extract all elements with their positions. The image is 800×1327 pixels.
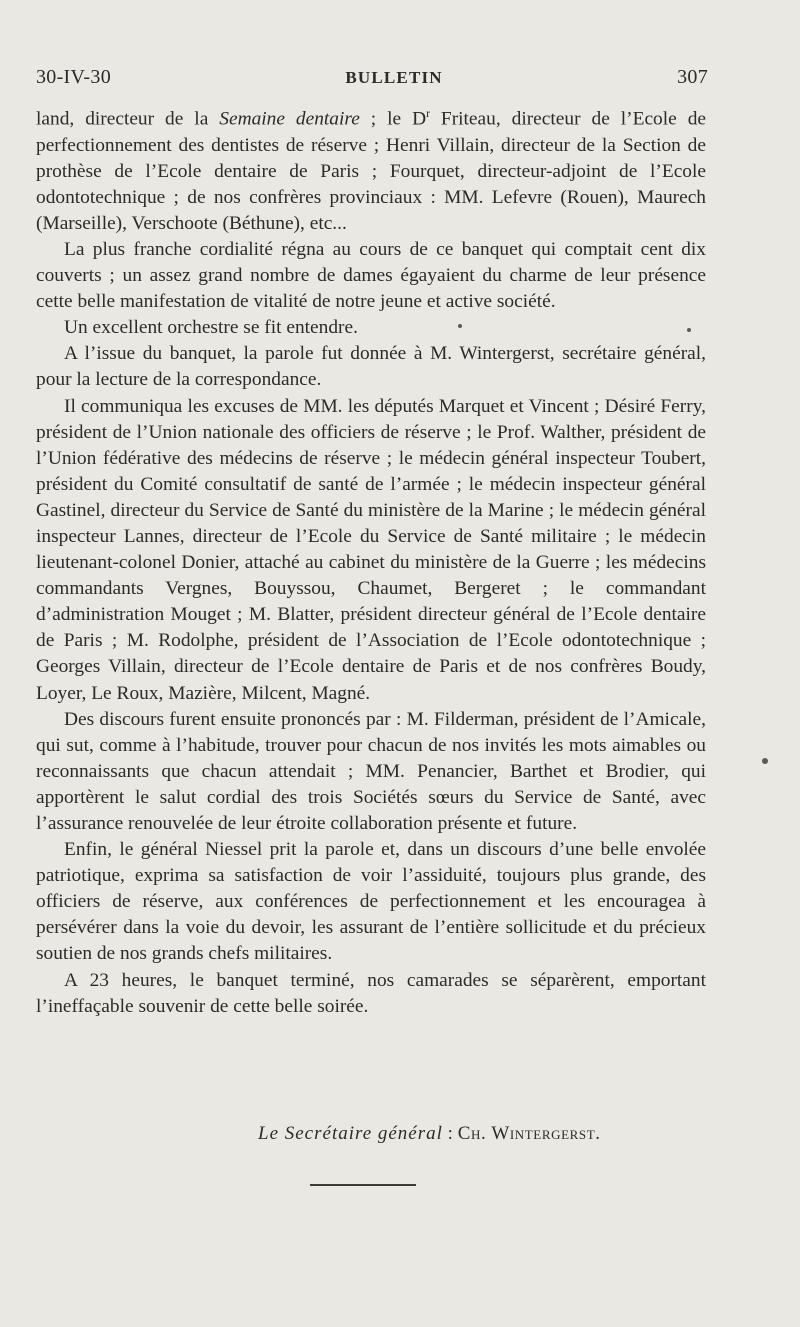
issue-date: 30-IV-30 <box>36 66 111 88</box>
signature-line <box>258 1121 706 1147</box>
paragraph <box>36 237 706 315</box>
signature-role: Le Secrétaire général <box>258 1123 443 1144</box>
paper-speck <box>762 758 768 764</box>
paragraph <box>36 315 706 341</box>
paragraph <box>36 707 706 837</box>
paragraph <box>36 394 706 707</box>
signature-block <box>36 1121 706 1147</box>
paragraph-text: A 23 heures, le banquet terminé, nos camarades se séparèrent, emportant l’ineffaçable souvenir de cette belle soirée. <box>36 969 706 1017</box>
paragraph <box>36 837 706 967</box>
paragraph-text: land, directeur de la <box>36 108 220 130</box>
paragraph-text: Friteau, directeur de l’Ecole de perfectionnement des dentistes de réserve ; Henri Villain, directeur de la Section de prothèse de l’Ecole dentaire de Paris ; Fourquet, directeur-adjoint de l’Ecole odontotechnique ; de nos confrères provinciaux : MM. Lefevre (Rouen), Maurech (Marseille), Verschoote (Béthune), etc... <box>36 108 706 234</box>
paragraph-text: Enfin, le général Niessel prit la parole et, dans un discours d’une belle envolée patriotique, exprima sa satisfaction de voir l’assiduité, toujours plus grande, des officiers de réserve, aux conférences de perfectionnement et les encouragea à persévérer dans la voie du devoir, les assurant de l’entière sollicitude et du précieux soutien de nos grands chefs militaires. <box>36 839 706 965</box>
running-title: BULLETIN <box>345 68 443 87</box>
italic-text: Semaine dentaire <box>219 108 360 130</box>
signature-separator: : <box>442 1123 458 1144</box>
paper-speck <box>687 328 691 332</box>
paper-speck <box>458 324 462 328</box>
paragraph-text: A l’issue du banquet, la parole fut donnée à M. Wintergerst, secrétaire général, pour la lecture de la correspondance. <box>36 343 706 391</box>
closing-rule <box>310 1184 416 1186</box>
paragraph-text: La plus franche cordialité régna au cours de ce banquet qui comptait cent dix couverts ; un assez grand nombre de dames égayaient du charme de leur présence cette belle manifestation de vitalité de notre jeune et active société. <box>36 238 706 313</box>
paragraph <box>36 968 706 1020</box>
paragraph-text: Des discours furent ensuite prononcés par : M. Filderman, président de l’Amicale, qui sut, comme à l’habitude, trouver pour chacun de nos invités les mots aimables ou reconnaissants que chacun attendait ; MM. Penancier, Barthet et Brodier, qui apportèrent le salut cordial des trois Sociétés sœurs du Service de Santé, avec l’assurance renouvelée de leur étroite collaboration présente et future. <box>36 708 706 834</box>
paragraph <box>36 341 706 393</box>
paragraph-text: Un excellent orchestre se fit entendre. <box>64 317 358 339</box>
superscript-text: r <box>426 107 430 120</box>
page-number: 307 <box>677 66 708 88</box>
paragraph-text: ; le D <box>359 108 427 130</box>
paragraph-text: Il communiqua les excuses de MM. les députés Marquet et Vincent ; Désiré Ferry, président de l’Union nationale des officiers de réserve ; le Prof. Walther, président de l’Union fédérative des médecins de réserve ; le médecin général inspecteur Toubert, président du Comité consultatif de santé de l’armée ; le médecin inspecteur général Gastinel, directeur du Service de Santé du ministère de la Marine ; le médecin général inspecteur Lannes, directeur de l’Ecole du Service de Santé militaire ; le médecin lieutenant-colonel Donier, attaché au cabinet du ministère de la Guerre ; les médecins commandants Vergnes, Bouyssou, Chaumet, Bergeret ; le commandant d’administration Mouget ; M. Blatter, président directeur général de l’Ecole dentaire de Paris ; M. Rodolphe, président de l’Association de l’Ecole odontotechnique ; Georges Villain, directeur de l’Ecole dentaire de Paris et de nos confrères Boudy, Loyer, Le Roux, Mazière, Milcent, Magné. <box>36 395 706 704</box>
signature-name: Ch. Wintergerst. <box>457 1123 601 1144</box>
paragraph <box>36 101 706 237</box>
article-body <box>36 101 706 1020</box>
page-header <box>36 66 708 92</box>
